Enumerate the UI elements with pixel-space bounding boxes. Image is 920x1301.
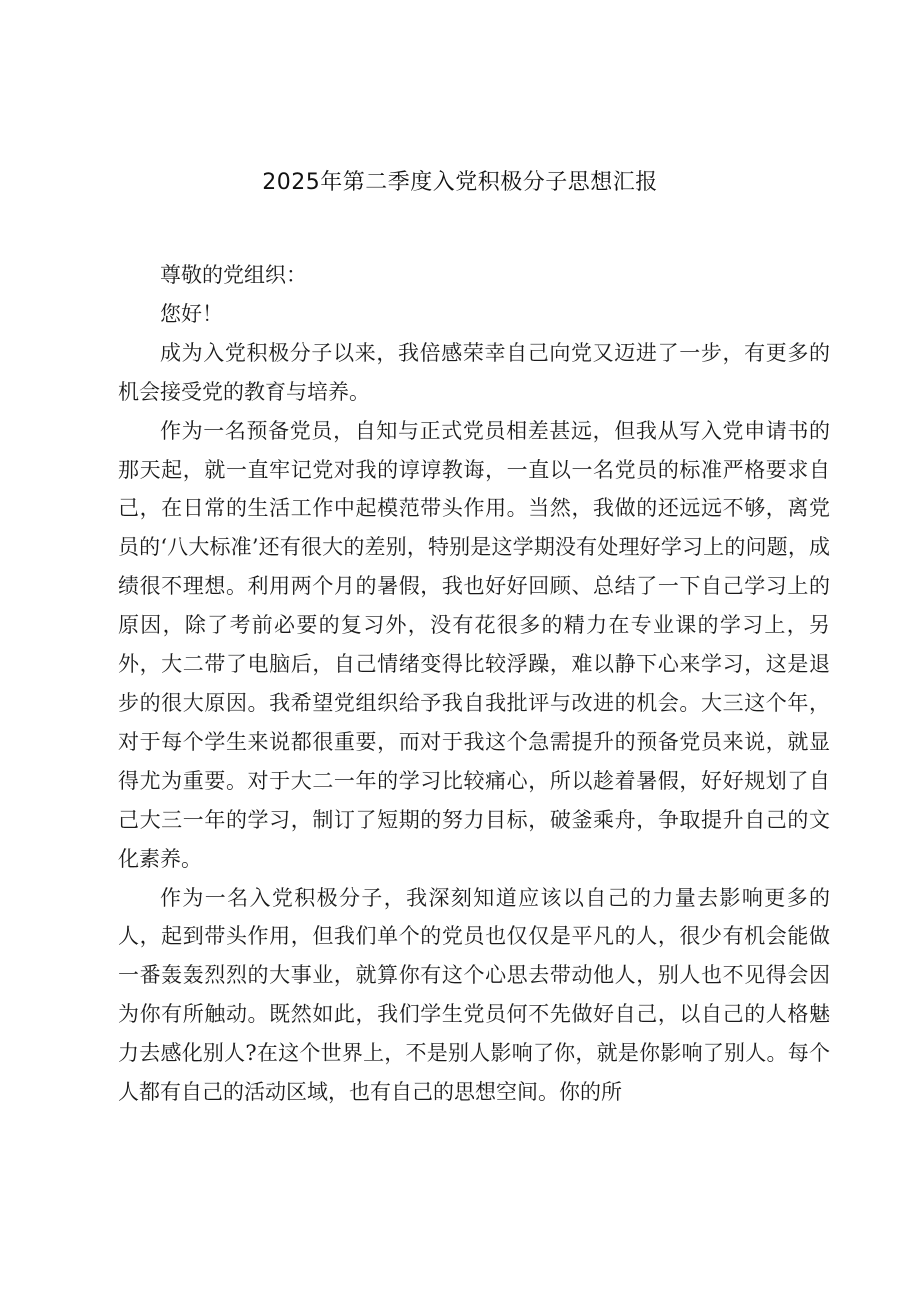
- document-body: [118, 256, 830, 1112]
- document-title: 2025年第二季度入党积极分子思想汇报: [262, 170, 658, 195]
- greeting: 您好！: [160, 301, 223, 326]
- paragraph: 作为一名预备党员，自知与正式党员相差甚远，但我从写入党申请书的那天起，就一直牢记党对我的谆谆教诲，一直以一名党员的标准严格要求自己，在日常的生活工作中起模范带头作用。当然，我做的还远远不够，离党员的‘八大标准’还有很大的差别，特别是这学期没有处理好学习上的问题，成绩很不理想。利用两个月的暑假，我也好好回顾、总结了一下自己学习上的原因，除了考前必要的复习外，没有花很多的精力在专业课的学习上，另外，大二带了电脑后，自己情绪变得比较浮躁，难以静下心来学习，这是退步的很大原因。我希望党组织给予我自我批评与改进的机会。大三这个年，对于每个学生来说都很重要，而对于我这个急需提升的预备党员来说，就显得尤为重要。对于大二一年的学习比较痛心，所以趁着暑假，好好规划了自己大三一年的学习，制订了短期的努力目标，破釜乘舟，争取提升自己的文化素养。: [118, 418, 830, 871]
- salutation: 尊敬的党组织：: [160, 263, 307, 287]
- paragraph: 作为一名入党积极分子，我深刻知道应该以自己的力量去影响更多的人，起到带头作用，但我们单个的党员也仅仅是平凡的人，很少有机会能做一番轰轰烈烈的大事业，就算你有这个心思去带动他人，别人也不见得会因为你有所触动。既然如此，我们学生党员何不先做好自己，以自己的人格魅力去感化别人?在这个世界上，不是别人影响了你，就是你影响了别人。每个人都有自己的活动区域，也有自己的思想空间。你的所: [118, 885, 830, 1105]
- paragraph: 成为入党积极分子以来，我倍感荣幸自己向党又迈进了一步，有更多的机会接受党的教育与培养。: [118, 340, 830, 404]
